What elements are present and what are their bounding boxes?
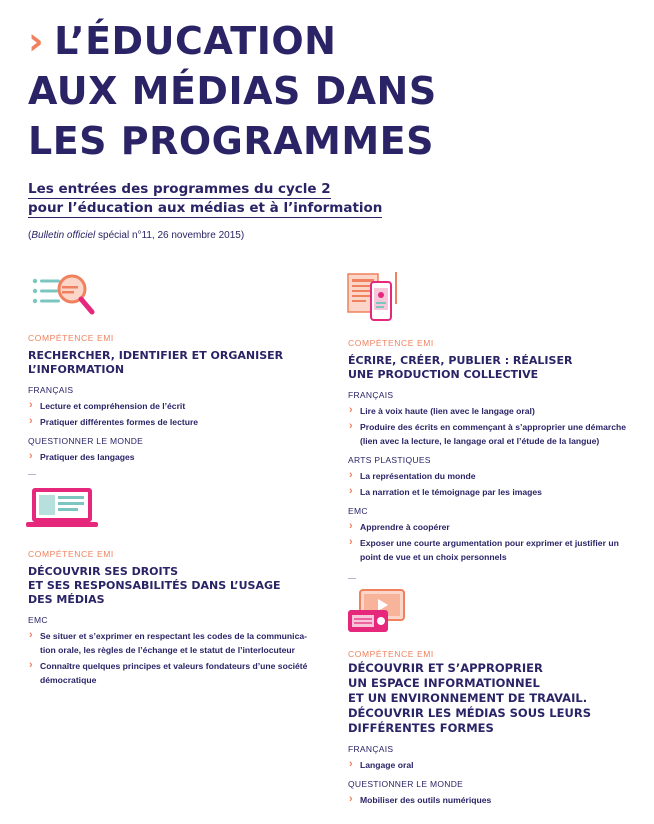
title-line: DÉCOUVRIR ET S’APPROPRIER bbox=[348, 661, 543, 675]
subject-heading: FRANÇAIS bbox=[348, 744, 394, 754]
subject-heading: FRANÇAIS bbox=[28, 385, 74, 395]
competence-label: COMPÉTENCE EMI bbox=[28, 333, 114, 343]
title-line-2: AUX MÉDIAS DANS bbox=[28, 69, 437, 113]
competence-block-write bbox=[348, 338, 648, 566]
subject-heading: ARTS PLASTIQUES bbox=[348, 455, 431, 465]
newspaper-phone-icon bbox=[346, 268, 402, 326]
list-item bbox=[348, 758, 648, 772]
competence-label: COMPÉTENCE EMI bbox=[348, 338, 434, 348]
title-line: DÉCOUVRIR SES DROITS bbox=[28, 565, 179, 578]
title-line-1: L’ÉDUCATION bbox=[54, 19, 337, 63]
subject-heading: EMC bbox=[28, 615, 48, 625]
subject-heading: FRANÇAIS bbox=[348, 390, 394, 400]
competence-title bbox=[348, 354, 648, 382]
competence-label: COMPÉTENCE EMI bbox=[348, 649, 434, 659]
list-item bbox=[28, 399, 328, 413]
list-item bbox=[348, 404, 648, 418]
separator bbox=[28, 474, 36, 475]
item-text: › Produire des écrits en commençant à s’approprier une démarche bbox=[360, 422, 627, 432]
item-list bbox=[348, 469, 648, 499]
list-item bbox=[348, 520, 648, 534]
item-list bbox=[28, 629, 328, 687]
separator bbox=[348, 578, 356, 579]
item-text: › Pratiquer différentes formes de lecture bbox=[40, 417, 199, 427]
item-list bbox=[348, 520, 648, 564]
title-arrow: › bbox=[28, 19, 45, 63]
subtitle-line-1: Les entrées des programmes du cycle 2 bbox=[28, 181, 331, 197]
list-item bbox=[348, 469, 648, 483]
subtitle-line-2: pour l’éducation aux médias et à l’information bbox=[28, 200, 383, 216]
list-item bbox=[348, 536, 648, 564]
source-italic: Bulletin officiel bbox=[31, 230, 96, 241]
item-text: démocratique bbox=[40, 675, 97, 685]
item-text: › Exposer une courte argumentation pour exprimer et justifier un bbox=[360, 538, 619, 548]
item-text: › La narration et le témoignage par les images bbox=[360, 487, 542, 497]
item-text: › Pratiquer des langages bbox=[40, 452, 135, 462]
source-rest: spécial n°11, 26 novembre 2015) bbox=[95, 230, 245, 241]
list-item bbox=[348, 420, 648, 448]
title-line: UNE PRODUCTION COLLECTIVE bbox=[348, 368, 539, 381]
list-item bbox=[28, 629, 328, 657]
item-list bbox=[348, 793, 648, 807]
competence-label: COMPÉTENCE EMI bbox=[28, 549, 114, 559]
item-text: › Apprendre à coopérer bbox=[360, 522, 450, 532]
item-list bbox=[28, 450, 328, 464]
competence-title bbox=[28, 349, 328, 377]
item-text: › Connaître quelques principes et valeurs fondateurs d’une société bbox=[40, 661, 308, 671]
item-text: › Se situer et s’exprimer en respectant les codes de la communica- bbox=[40, 631, 307, 641]
list-item bbox=[28, 415, 328, 429]
subject-heading: QUESTIONNER LE MONDE bbox=[28, 436, 144, 446]
laptop-icon bbox=[26, 486, 100, 530]
item-text: (lien avec la lecture, le langage oral et l’étude de la langue) bbox=[360, 436, 600, 446]
item-text: point de vue et un choix personnels bbox=[360, 552, 507, 562]
source-open: ( bbox=[28, 230, 32, 241]
item-text: › Lire à voix haute (lien avec le langage oral) bbox=[360, 406, 535, 416]
list-item bbox=[28, 659, 328, 687]
item-text: › La représentation du monde bbox=[360, 471, 476, 481]
item-text: tion orale, les règles de l’échange et le statut de l’interlocuteur bbox=[40, 645, 296, 655]
source-reference bbox=[28, 230, 244, 241]
title-line: ÉCRIRE, CRÉER, PUBLIER : RÉALISER bbox=[348, 354, 573, 367]
item-list bbox=[348, 758, 648, 772]
item-list bbox=[28, 399, 328, 429]
title-line: RECHERCHER, IDENTIFIER ET ORGANISER bbox=[28, 349, 284, 362]
title-line: DÉCOUVRIR LES MÉDIAS SOUS LEURS bbox=[348, 706, 591, 720]
competence-block-discover bbox=[348, 649, 648, 809]
list-item bbox=[348, 485, 648, 499]
subject-heading: QUESTIONNER LE MONDE bbox=[348, 779, 464, 789]
list-item bbox=[28, 450, 328, 464]
title-line: UN ESPACE INFORMATIONNEL bbox=[348, 676, 540, 690]
title-line: DIFFÉRENTES FORMES bbox=[348, 721, 494, 735]
tablet-radio-icon bbox=[346, 588, 408, 636]
list-item bbox=[348, 793, 648, 807]
item-list bbox=[348, 404, 648, 448]
competence-title bbox=[28, 565, 328, 607]
title-line: DES MÉDIAS bbox=[28, 593, 105, 606]
competence-block-rights bbox=[28, 549, 328, 689]
title-line-3: LES PROGRAMMES bbox=[28, 119, 434, 163]
competence-title bbox=[348, 661, 648, 736]
item-text: › Langage oral bbox=[360, 760, 414, 770]
subject-heading: EMC bbox=[348, 506, 368, 516]
competence-block-search bbox=[28, 333, 328, 466]
item-text: › Lecture et compréhension de l’écrit bbox=[40, 401, 186, 411]
subtitle bbox=[28, 180, 448, 218]
title-line: ET UN ENVIRONNEMENT DE TRAVAIL. bbox=[348, 691, 588, 705]
item-text: › Mobiliser des outils numériques bbox=[360, 795, 492, 805]
magnifier-list-icon bbox=[28, 272, 98, 318]
title-line: L’INFORMATION bbox=[28, 363, 125, 376]
page-title bbox=[28, 16, 588, 166]
title-line: ET SES RESPONSABILITÉS DANS L’USAGE bbox=[28, 579, 281, 592]
